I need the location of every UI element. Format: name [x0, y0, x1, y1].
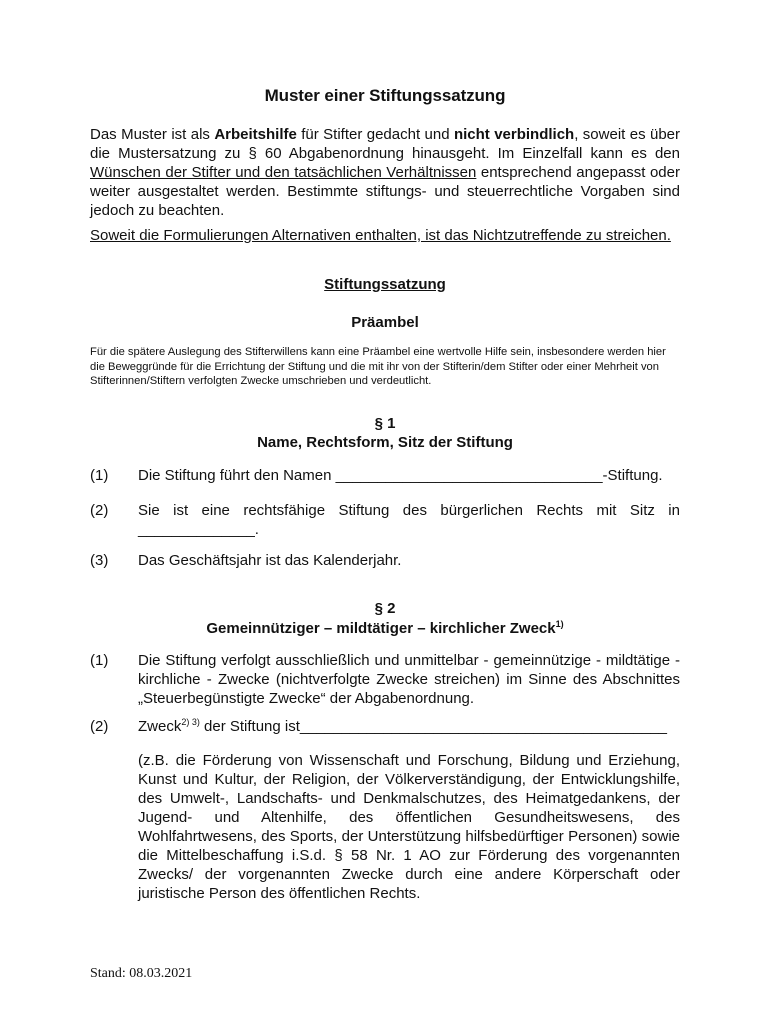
intro-underlined: Wünschen der Stifter und den tatsächlichen Verhältnissen [90, 164, 477, 181]
footnote-ref: 1) [555, 619, 564, 629]
item-number: (1) [90, 652, 109, 669]
intro-text-1: Das Muster ist als [90, 126, 215, 143]
item-text: Die Stiftung verfolgt ausschließlich und unmittelbar - gemeinnützige - mildtätige - kirchliche - Zwecke (nichtverfolgte Zwecke streichen) im Sinne des Abschnittes „Steuerbegünstigte Zwecke“ der Abgabenordnung. [138, 652, 680, 707]
intro-text-3: , soweit es über die Mustersatzung zu § 60 Abgabenordnung hinausgeht. Im Einzelfall kann es den [90, 126, 680, 162]
item-number: (1) [90, 467, 109, 484]
intro-text-2: für Stifter gedacht und [296, 126, 454, 143]
intro-paragraph [90, 125, 680, 220]
alternatives-note: Soweit die Formulierungen Alternativen enthalten, ist das Nichtzutreffende zu streichen. [90, 227, 671, 244]
item-number: (3) [90, 552, 109, 569]
heading-praeambel: Präambel [351, 314, 419, 331]
item-text: Sie ist eine rechtsfähige Stiftung des bürgerlichen Rechts mit Sitz in ______________. [138, 502, 680, 538]
heading-stiftungssatzung: Stiftungssatzung [324, 276, 446, 293]
intro-bold-nicht-verbindlich: nicht verbindlich [453, 126, 575, 143]
zweck-blank: der Stiftung ist____________________________________________ [199, 718, 667, 735]
item-number: (2) [90, 718, 109, 735]
section-2-title-text: Gemeinnütziger – mildtätiger – kirchlicher Zweck [206, 620, 556, 637]
footnote-ref: 2) 3) [181, 717, 200, 727]
item-text: Das Geschäftsjahr ist das Kalenderjahr. [138, 552, 402, 569]
item-number: (2) [90, 502, 109, 519]
intro-bold-arbeitshilfe: Arbeitshilfe [214, 126, 297, 143]
intro-text-4: entsprechend angepasst oder weiter ausgestaltet werden. Bestimmte stiftungs- und steuerrechtliche Vorgaben sind jedoch zu beachten. [90, 164, 680, 219]
zweck-word: Zweck [138, 718, 182, 735]
section-2-item-2-detail: (z.B. die Förderung von Wissenschaft und Forschung, Bildung und Erziehung, Kunst und Kultur, der Religion, der Völkerverständigung, der Entwicklungshilfe, des Umwelt-, Landschafts- und Denkmalschutzes, des Heimatgedankens, der Jugend- und Altenhilfe, des öffentlichen Gesundheitswesens, des Wohlfahrtwesens, des Sports, der Unterstützung hilfsbedürftiger Personen) sowie die Mittelbeschaffung i.S.d. § 58 Nr. 1 AO zur Förderung des vorgenannten Zwecks/ der vorgenannten Zwecke durch eine andere Körperschaft oder juristische Person des öffentlichen Rechts. [138, 752, 680, 902]
section-2-number: § 2 [374, 600, 396, 617]
item-text: Die Stiftung führt den Namen ________________________________-Stiftung. [138, 467, 663, 484]
item-text [138, 717, 680, 736]
section-1-number: § 1 [374, 415, 396, 432]
section-1-title: Name, Rechtsform, Sitz der Stiftung [257, 434, 513, 451]
section-2-title [0, 620, 770, 637]
praeambel-text: Für die spätere Auslegung des Stifterwillens kann eine Präambel eine wertvolle Hilfe sein, insbesondere werden hier die Beweggründe für die Errichtung der Stiftung und die mit ihr von der Stifterin/dem Stifter oder einer Mehrheit von Stifterinnen/Stiftern verfolgten Zwecke umschrieben und verdeutlicht. [90, 346, 666, 387]
footer-date: Stand: 08.03.2021 [90, 966, 193, 981]
document-title: Muster einer Stiftungssatzung [264, 86, 506, 105]
